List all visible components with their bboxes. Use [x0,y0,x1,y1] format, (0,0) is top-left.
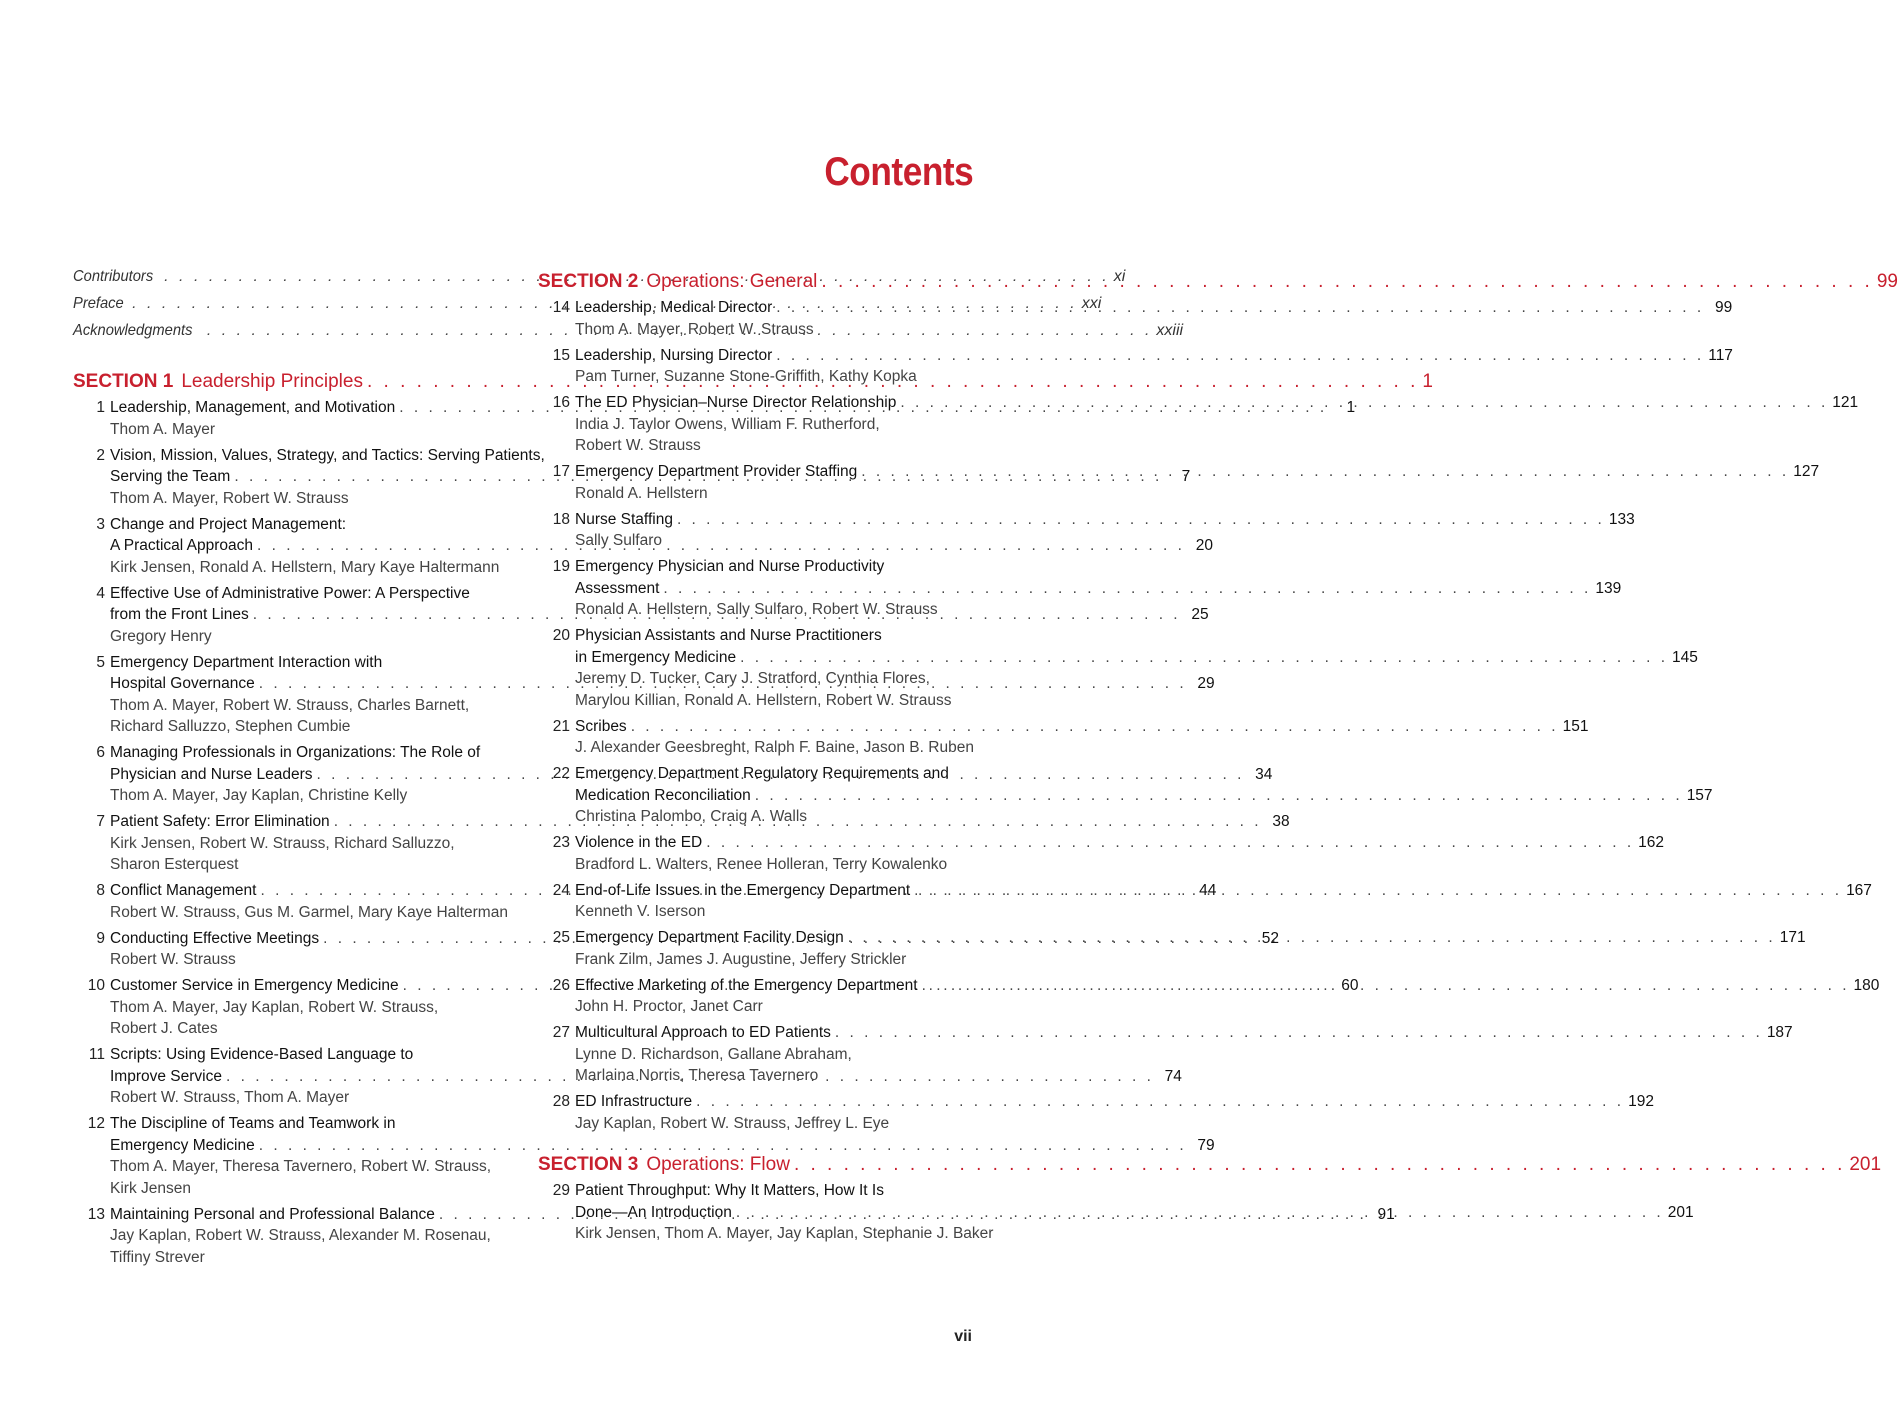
chapter-title-line [575,975,1879,997]
chapter-number: 1 [96,399,105,416]
chapter-body [575,763,1713,828]
chapter-number: 26 [552,976,570,994]
chapter-page: 127 [1793,463,1820,480]
chapter-page: 38 [1272,813,1290,830]
chapter-page: 29 [1197,675,1215,692]
chapter-page: 133 [1608,510,1635,528]
chapter-number: 27 [552,1024,570,1041]
front-matter-label: Acknowledgments [73,322,193,339]
chapter-title-line [575,1022,1793,1044]
chapter-title-text: Physician and Nurse Leaders [110,765,313,783]
author-line: Kirk Jensen, Robert W. Strauss, Richard Salluzzo, [110,834,455,852]
chapter-entry[interactable] [538,1091,1654,1134]
chapter-title-text: Effective Use of Administrative Power: A Perspective [110,584,470,602]
chapter-body [575,345,1733,388]
chapter-title [575,509,1635,531]
chapter-title-line [575,1180,1694,1202]
author-line: J. Alexander Geesbreght, Ralph F. Baine, Jason B. Ruben [575,739,974,756]
chapter-number: 9 [96,929,105,947]
chapter-title-text: Scripts: Using Evidence-Based Language to [110,1046,414,1063]
dot-leader [755,785,1683,807]
section-label: SECTION 1 [73,371,174,392]
author-line: Tiffiny Strever [110,1248,205,1266]
chapter-title-text: Improve Service [110,1067,222,1085]
chapter-number: 24 [552,881,570,899]
dot-leader [922,975,1850,997]
dot-leader [776,345,1704,367]
dot-leader [848,927,1776,949]
author-line: Marylou Killian, Ronald A. Hellstern, Robert W. Strauss [575,691,952,709]
chapter-authors [575,599,1621,621]
chapter-body [575,1180,1694,1245]
chapter-authors [575,319,1732,341]
chapter-page: 25 [1191,606,1209,623]
chapter-title [575,1022,1793,1044]
chapter-page: 20 [1195,537,1213,554]
chapter-entry[interactable] [538,392,1859,457]
chapter-title-text: Emergency Department Regulatory Requirements and [575,765,949,782]
chapter-page: 139 [1595,579,1622,597]
chapter-title-text: Patient Safety: Error Elimination [110,813,330,830]
front-matter-label: Contributors [73,268,154,285]
section-page: 1 [1422,371,1433,392]
author-line: Thom A. Mayer, Robert W. Strauss [575,320,814,338]
chapter-number: 16 [552,394,570,411]
chapter-authors [575,530,1635,552]
author-line: Kirk Jensen [110,1179,191,1197]
chapter-title-line [575,716,1588,738]
chapter-title-text: Effective Marketing of the Emergency Department [575,976,918,994]
author-line: Thom A. Mayer [110,420,216,438]
chapter-title [575,392,1858,414]
chapter-number: 5 [96,653,105,671]
author-line: Thom A. Mayer, Theresa Tavernero, Robert W. Strauss, [110,1158,492,1175]
author-line: Thom A. Mayer, Robert W. Strauss, Charles Barnett, [110,696,470,714]
chapter-title-text: Emergency Department Provider Staffing [575,463,858,480]
chapter-page: 180 [1853,976,1880,994]
chapter-body [575,1022,1793,1087]
chapter-body [575,625,1698,711]
chapter-page: 1 [1346,399,1356,416]
chapter-number: 20 [552,627,570,644]
chapter-title [575,461,1819,483]
chapter-title-line [575,880,1872,902]
section-heading[interactable] [538,1154,1882,1176]
chapter-title [575,1180,1694,1223]
chapter-title-text: The Discipline of Teams and Teamwork in [110,1115,396,1132]
chapter-title [575,975,1879,997]
chapter-authors [575,366,1733,388]
dot-leader [663,578,1591,600]
author-line: Jay Kaplan, Robert W. Strauss, Alexander M. Rosenau, [110,1227,491,1244]
chapter-title-line [575,392,1858,414]
chapter-title-text: Emergency Department Facility Design [575,929,844,946]
chapter-title-text: Patient Throughput: Why It Matters, How It Is [575,1182,884,1199]
chapter-title-text: Leadership, Medical Director [575,299,773,316]
dot-leader [706,832,1634,854]
page-title: Contents [823,150,973,194]
author-line: Sally Sulfaro [575,532,663,549]
chapter-body [575,556,1621,621]
chapter-title [575,1091,1654,1113]
chapter-number: 7 [96,813,105,830]
chapter-number: 18 [552,510,570,528]
chapter-body [575,461,1819,504]
chapter-title-text: Violence in the ED [575,834,703,851]
chapter-title-text: A Practical Approach [110,537,254,554]
chapter-number: 19 [552,558,570,575]
author-line: Robert W. Strauss [110,951,236,968]
chapter-page: 157 [1686,786,1713,804]
front-matter-page: xxi [1081,295,1102,312]
dot-leader [835,1022,1763,1044]
chapter-authors [575,1044,1793,1087]
chapter-body [575,297,1732,340]
chapter-title-line [575,927,1806,949]
chapter-title-line [575,1202,1694,1224]
chapter-title-line [575,345,1733,367]
chapter-number: 29 [552,1182,570,1199]
chapter-authors [575,737,1588,759]
dot-leader [900,392,1828,414]
chapter-title-text: Change and Project Management: [110,515,347,533]
chapter-entry[interactable] [538,832,1665,875]
author-line: Gregory Henry [110,627,212,645]
chapter-title-text: Assessment [575,579,660,597]
chapter-body [575,927,1806,970]
author-line: Kirk Jensen, Ronald A. Hellstern, Mary Kaye Haltermann [110,558,500,576]
chapter-entry[interactable] [538,345,1733,388]
chapter-title-text: Nurse Staffing [575,510,673,528]
section-label: SECTION 3 [538,1154,639,1175]
author-line: Lynne D. Richardson, Gallane Abraham, [575,1045,852,1063]
chapter-title [575,832,1664,854]
chapter-title [575,345,1733,367]
chapter-title-text: Maintaining Personal and Professional Balance [110,1205,435,1223]
chapter-entry[interactable] [538,716,1589,759]
section-name: Leadership Principles [181,371,363,392]
front-matter-page: xxiii [1156,322,1184,339]
chapter-title-text: Serving the Team [110,468,231,485]
chapter-title-line [575,763,1713,785]
author-line: Robert W. Strauss [575,437,701,454]
chapter-body [575,716,1588,759]
chapter-title [575,556,1621,599]
chapter-title-text: Multicultural Approach to ED Patients [575,1024,831,1041]
chapter-number: 17 [552,463,570,480]
dot-leader [776,297,1704,319]
chapter-page: 91 [1377,1205,1395,1223]
chapter-title [575,625,1698,668]
chapter-page: 162 [1638,834,1665,851]
chapter-title-line [575,556,1621,578]
chapter-authors [575,901,1872,923]
chapter-page: 151 [1562,717,1589,735]
author-line: Kenneth V. Iserson [575,903,706,920]
chapter-body [575,880,1872,923]
chapter-page: 7 [1181,468,1191,485]
dot-leader [821,271,1872,293]
chapter-authors [575,996,1879,1018]
author-line: Jay Kaplan, Robert W. Strauss, Jeffrey L. Eye [575,1114,890,1132]
author-line: Pam Turner, Suzanne Stone-Griffith, Kathy Kopka [575,368,917,385]
chapter-page: 79 [1197,1136,1215,1154]
chapter-number: 21 [552,717,570,735]
chapter-number: 22 [552,765,570,782]
dot-leader [677,509,1605,531]
chapter-title-text: Emergency Department Interaction with [110,653,383,671]
chapter-number: 15 [552,346,570,364]
chapter-page: 99 [1714,299,1733,316]
page-number: vii [954,1328,972,1345]
author-line: India J. Taylor Owens, William F. Rutherford, [575,415,880,433]
author-line: Thom A. Mayer, Robert W. Strauss [110,489,349,507]
chapter-body [575,509,1635,552]
chapter-page: 34 [1255,765,1273,783]
chapter-title-text: Hospital Governance [110,675,255,692]
chapter-page: 192 [1628,1093,1654,1110]
author-line: Kirk Jensen, Thom A. Mayer, Jay Kaplan, Stephanie J. Baker [575,1225,994,1242]
chapter-body [575,392,1858,457]
chapter-title [575,927,1806,949]
author-line: Ronald A. Hellstern [575,484,708,502]
chapter-number: 28 [552,1093,570,1110]
chapter-entry[interactable] [538,461,1820,504]
chapter-title-text: Leadership, Nursing Director [575,346,773,364]
chapter-page: 117 [1708,346,1733,364]
chapter-authors [575,1113,1654,1135]
chapter-title-line [575,647,1698,669]
chapter-number: 8 [96,882,105,899]
chapter-title-text: End-of-Life Issues in the Emergency Department [575,881,911,899]
chapter-number: 13 [87,1205,105,1223]
chapter-title-text: Medication Reconciliation [575,786,751,804]
author-line: Robert J. Cates [110,1020,218,1037]
chapter-title-line [575,509,1635,531]
chapter-title-text: Emergency Physician and Nurse Productivity [575,558,885,575]
section-name: Operations: General [646,271,818,292]
chapter-page: 171 [1779,929,1806,946]
chapter-title-text: The ED Physician–Nurse Director Relationship [575,394,897,411]
chapter-page: 145 [1672,648,1698,666]
chapter-title-text: Conflict Management [110,882,257,899]
dot-leader [861,461,1789,483]
chapter-number: 6 [96,744,105,761]
chapter-body [575,832,1664,875]
chapter-title-text: Customer Service in Emergency Medicine [110,977,399,994]
chapter-page: 52 [1261,929,1280,947]
chapter-authors [575,414,1858,457]
dot-leader [914,880,1842,902]
chapter-title-text: Scribes [575,717,627,735]
dot-leader [794,1154,1845,1176]
author-line: John H. Proctor, Janet Carr [575,998,763,1015]
chapter-title-text: Vision, Mission, Values, Strategy, and Tactics: Serving Patients, [110,446,545,464]
chapter-page: 167 [1846,881,1872,899]
chapter-number: 4 [96,584,105,602]
chapter-title [575,716,1588,738]
author-line: Bradford L. Walters, Renee Holleran, Terry Kowalenko [575,855,948,873]
author-line: Marlaina Norris, Theresa Tavernero [575,1067,819,1084]
dot-leader [736,1202,1664,1224]
chapter-authors [575,854,1664,876]
chapter-title-line [575,832,1664,854]
section-page: 99 [1876,271,1898,292]
chapter-number: 23 [552,834,570,851]
front-matter-page: xi [1113,268,1126,285]
chapter-authors [575,806,1713,828]
chapter-authors [575,949,1806,971]
chapter-title-line [575,578,1621,600]
chapter-body [575,1091,1654,1134]
author-line: Christina Palombo, Craig A. Walls [575,808,808,825]
chapter-title-text: from the Front Lines [110,606,249,623]
author-line: Robert W. Strauss, Gus M. Garmel, Mary Kaye Halterman [110,903,508,921]
chapter-number: 11 [88,1046,105,1063]
chapter-title-line [575,461,1819,483]
chapter-title-text: Physician Assistants and Nurse Practitioners [575,627,882,644]
chapter-page: 121 [1832,394,1859,411]
chapter-authors [575,1223,1694,1245]
chapter-title-line [575,785,1713,807]
author-line: Thom A. Mayer, Jay Kaplan, Christine Kelly [110,787,408,804]
author-line: Robert W. Strauss, Thom A. Mayer [110,1089,350,1106]
chapter-page: 74 [1164,1067,1182,1085]
author-line: Thom A. Mayer, Jay Kaplan, Robert W. Strauss, [110,998,439,1016]
section-page: 201 [1849,1154,1882,1175]
chapter-title-text: ED Infrastructure [575,1093,693,1110]
author-line: Richard Salluzzo, Stephen Cumbie [110,718,351,735]
chapter-title [575,763,1713,806]
chapter-title-text: in Emergency Medicine [575,648,737,666]
chapter-authors [575,483,1819,505]
section-name: Operations: Flow [646,1154,790,1175]
chapter-page: 44 [1199,882,1217,899]
author-line: Frank Zilm, James J. Augustine, Jeffery Strickler [575,950,907,968]
chapter-title [575,297,1732,319]
chapter-title-line [575,625,1698,647]
chapter-title-line [575,1091,1654,1113]
chapter-number: 3 [96,515,105,533]
author-line: Ronald A. Hellstern, Sally Sulfaro, Robert W. Strauss [575,601,938,618]
author-line: Sharon Esterquest [110,856,239,873]
chapter-title-text: Emergency Medicine [110,1136,255,1154]
section-label: SECTION 2 [538,271,639,292]
chapter-number: 10 [87,977,105,994]
chapter-number: 14 [552,299,570,316]
front-matter-label: Preface [73,295,124,312]
chapter-title [575,880,1872,902]
chapter-number: 12 [87,1115,105,1132]
dot-leader [696,1091,1624,1113]
chapter-authors [575,668,1698,711]
chapter-page: 201 [1667,1203,1694,1221]
dot-leader [740,647,1668,669]
chapter-title-text: Managing Professionals in Organizations: The Role of [110,744,481,761]
dot-leader [631,716,1559,738]
chapter-title-text: Leadership, Management, and Motivation [110,399,396,416]
author-line: Jeremy D. Tucker, Cary J. Stratford, Cynthia Flores, [575,670,930,687]
chapter-page: 60 [1341,977,1359,994]
chapter-number: 2 [96,446,105,464]
chapter-title-text: Conducting Effective Meetings [110,929,320,947]
chapter-title-text: Done—An Introduction [575,1203,732,1221]
chapter-page: 187 [1766,1024,1793,1041]
chapter-body [575,975,1879,1018]
chapter-title-line [575,297,1732,319]
chapter-number: 25 [552,929,570,946]
